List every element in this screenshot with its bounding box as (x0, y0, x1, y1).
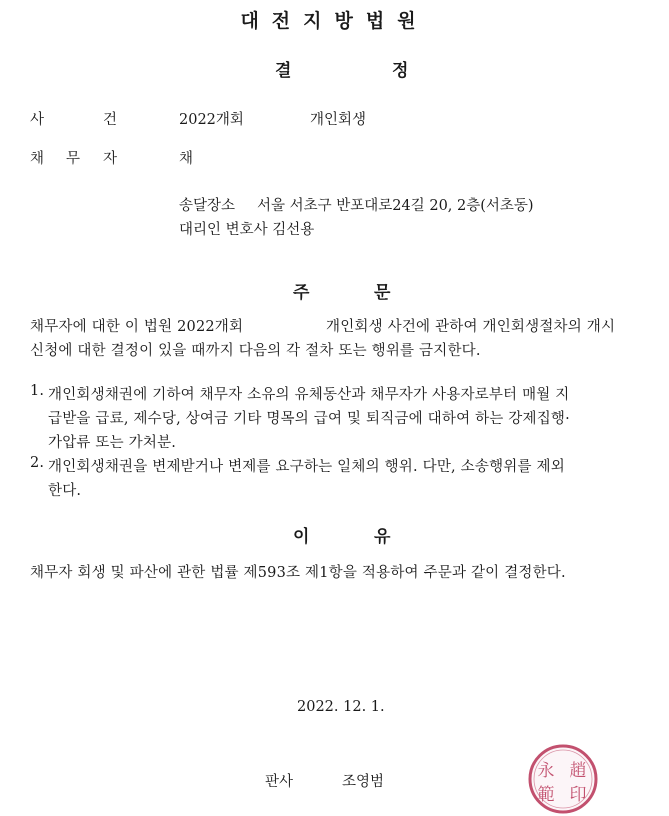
debtor-label-c: 자 (103, 151, 118, 167)
order-heading-left: 주 (293, 283, 310, 303)
order-intro-line1a: 채무자에 대한 이 법원 2022개회 (30, 319, 244, 335)
judge-title: 판사 (265, 774, 294, 790)
case-label-b: 건 (103, 112, 118, 128)
doc-type-left: 결 (275, 61, 292, 81)
order-heading-right: 문 (374, 283, 391, 303)
item2-line1: 개인회생채권을 변제받거나 변제를 요구하는 일체의 행위. 다만, 소송행위를 제외 (48, 459, 565, 475)
doc-type-right: 정 (392, 61, 409, 81)
svg-text:範: 範 (537, 785, 555, 805)
judge-name: 조영범 (342, 774, 385, 790)
address-label: 송달장소 (179, 198, 236, 214)
agent: 대리인 변호사 김선용 (179, 222, 315, 238)
reason-text: 채무자 회생 및 파산에 관한 법률 제593조 제1항을 적용하여 주문과 같이 결정한다. (30, 565, 566, 581)
reason-heading-right: 유 (374, 527, 391, 547)
item1-line1: 개인회생채권에 기하여 채무자 소유의 유체동산과 채무자가 사용자로부터 매월 지 (48, 387, 570, 403)
item1-line3: 가압류 또는 가처분. (48, 435, 177, 451)
decision-date: 2022. 12. 1. (297, 699, 385, 715)
item1-number: 1. (30, 383, 45, 399)
order-intro-line1b: 개인회생 사건에 관하여 개인회생절차의 개시 (326, 319, 616, 335)
svg-text:印: 印 (569, 785, 587, 805)
item2-number: 2. (30, 455, 45, 471)
case-label-a: 사 (30, 112, 45, 128)
item2-line2: 한다. (48, 483, 82, 499)
case-type: 개인회생 (310, 112, 367, 128)
judge-seal-stamp (526, 742, 600, 816)
svg-text:永: 永 (537, 761, 555, 781)
court-name: 대전지방법원 (240, 10, 429, 32)
reason-heading-left: 이 (293, 527, 310, 547)
debtor-label-a: 채 (30, 151, 45, 167)
debtor-label-b: 무 (66, 151, 81, 167)
svg-text:趙: 趙 (569, 761, 587, 781)
case-number: 2022개회 (179, 112, 244, 128)
item1-line2: 급받을 급료, 제수당, 상여금 기타 명목의 급여 및 퇴직금에 대하여 하는 강제집행· (48, 411, 570, 427)
debtor-name: 채 (179, 151, 194, 167)
address: 서울 서초구 반포대로24길 20, 2층(서초동) (257, 198, 534, 214)
order-intro-line2: 신청에 대한 결정이 있을 때까지 다음의 각 절차 또는 행위를 금지한다. (30, 343, 481, 359)
